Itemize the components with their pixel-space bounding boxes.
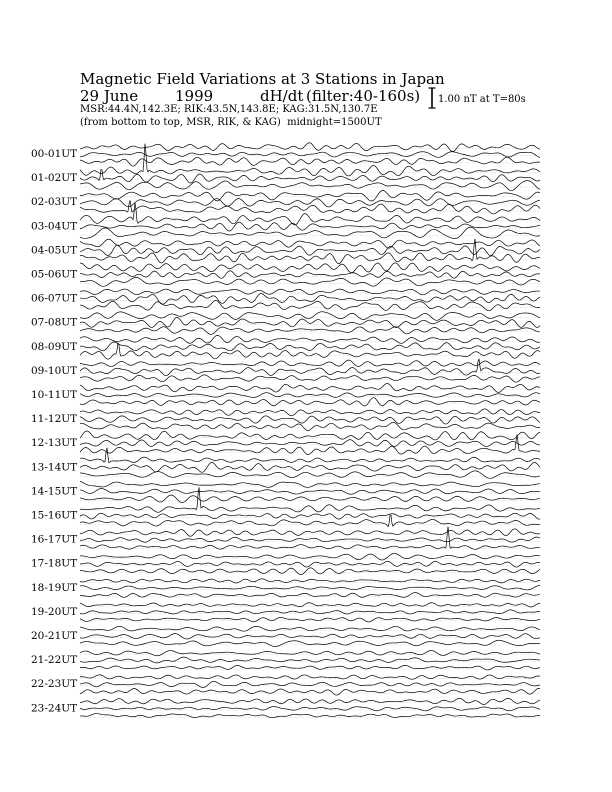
trace-rik (80, 317, 540, 327)
hour-label: 12-13UT (31, 437, 78, 450)
hour-label: 07-08UT (31, 316, 78, 329)
order-note: (from bottom to top, MSR, RIK, & KAG) (80, 117, 281, 128)
trace-kag (80, 481, 540, 487)
date-year: 1999 (175, 87, 214, 105)
trace-kag (80, 553, 540, 560)
trace-kag (80, 626, 540, 631)
trace-rik (80, 513, 540, 519)
hour-label: 00-01UT (31, 148, 78, 160)
trace-rik (80, 489, 540, 495)
hour-label: 06-07UT (31, 292, 78, 305)
trace-msr (80, 422, 540, 430)
trace-msr (80, 227, 540, 238)
trace-msr (80, 471, 540, 478)
trace-rik (80, 152, 540, 158)
hour-label: 21-22UT (31, 654, 78, 667)
trace-kag (80, 239, 540, 248)
date-day: 29 June (80, 87, 139, 105)
station-coordinates: MSR:44.4N,142.3E; RIK:43.5N,143.8E; KAG:31.5N,130.7E (80, 104, 378, 115)
trace-msr (80, 301, 540, 311)
quantity-label: dH/dt (260, 87, 304, 105)
trace-kag (80, 383, 540, 392)
hour-label: 01-02UT (31, 172, 78, 185)
hour-label: 02-03UT (31, 196, 78, 209)
hour-label: 09-10UT (31, 364, 78, 377)
trace-rik (80, 271, 540, 279)
hour-label: 05-06UT (31, 268, 78, 281)
trace-msr (80, 181, 540, 191)
trace-kag (80, 191, 540, 202)
hour-label: 17-18UT (31, 557, 78, 570)
trace-rik (80, 634, 540, 639)
trace-msr (80, 398, 540, 406)
trace-msr (80, 527, 540, 550)
trace-rik (80, 681, 540, 687)
trace-kag (80, 263, 540, 273)
hour-label: 23-24UT (31, 702, 78, 715)
trace-msr (80, 375, 540, 382)
trace-kag (80, 448, 540, 463)
trace-rik (80, 170, 540, 183)
trace-kag (80, 651, 540, 656)
trace-msr (80, 688, 540, 695)
hour-label: 14-15UT (31, 485, 78, 498)
trace-kag (80, 409, 540, 416)
chart-title: Magnetic Field Variations at 3 Stations in Japan (80, 70, 445, 88)
trace-rik (80, 440, 540, 447)
hour-label: 03-04UT (31, 220, 78, 233)
trace-msr (80, 277, 540, 286)
hour-label: 18-19UT (31, 581, 78, 594)
hour-label: 11-12UT (31, 413, 78, 426)
trace-rik (80, 342, 540, 351)
hour-label: 16-17UT (31, 533, 78, 546)
trace-kag (80, 143, 540, 152)
trace-rik (80, 222, 540, 231)
scale-label: 1.00 nT at T=80s (438, 94, 526, 105)
trace-rik (80, 416, 540, 424)
trace-rik (80, 199, 540, 207)
trace-kag (80, 698, 540, 704)
trace-rik (80, 585, 540, 590)
scale-bar-icon (429, 88, 436, 108)
trace-kag (80, 529, 540, 536)
filter-label: (filter:40-160s) (306, 87, 421, 105)
trace-msr (80, 327, 540, 335)
hour-label: 08-09UT (31, 340, 78, 353)
hour-label: 13-14UT (31, 461, 78, 474)
trace-rik (80, 294, 540, 305)
trace-msr (80, 343, 540, 359)
trace-rik (80, 561, 540, 567)
trace-rik (80, 245, 540, 255)
midnight-note: midnight=1500UT (287, 117, 382, 128)
trace-rik (80, 462, 540, 472)
hour-label: 04-05UT (31, 244, 78, 257)
hour-label: 19-20UT (31, 605, 78, 618)
trace-kag (80, 335, 540, 343)
trace-msr (80, 515, 540, 527)
hour-label: 22-23UT (31, 678, 78, 691)
hour-label: 15-16UT (31, 509, 78, 522)
trace-kag (80, 289, 540, 295)
trace-msr (80, 640, 540, 646)
trace-kag (80, 431, 540, 440)
trace-msr (80, 157, 540, 166)
hour-label: 20-21UT (31, 630, 78, 642)
trace-kag (80, 312, 540, 321)
trace-msr (80, 568, 540, 575)
trace-rik (80, 359, 540, 376)
trace-msr (80, 618, 540, 622)
trace-msr (80, 495, 540, 502)
hour-label: 10-11UT (31, 389, 78, 401)
